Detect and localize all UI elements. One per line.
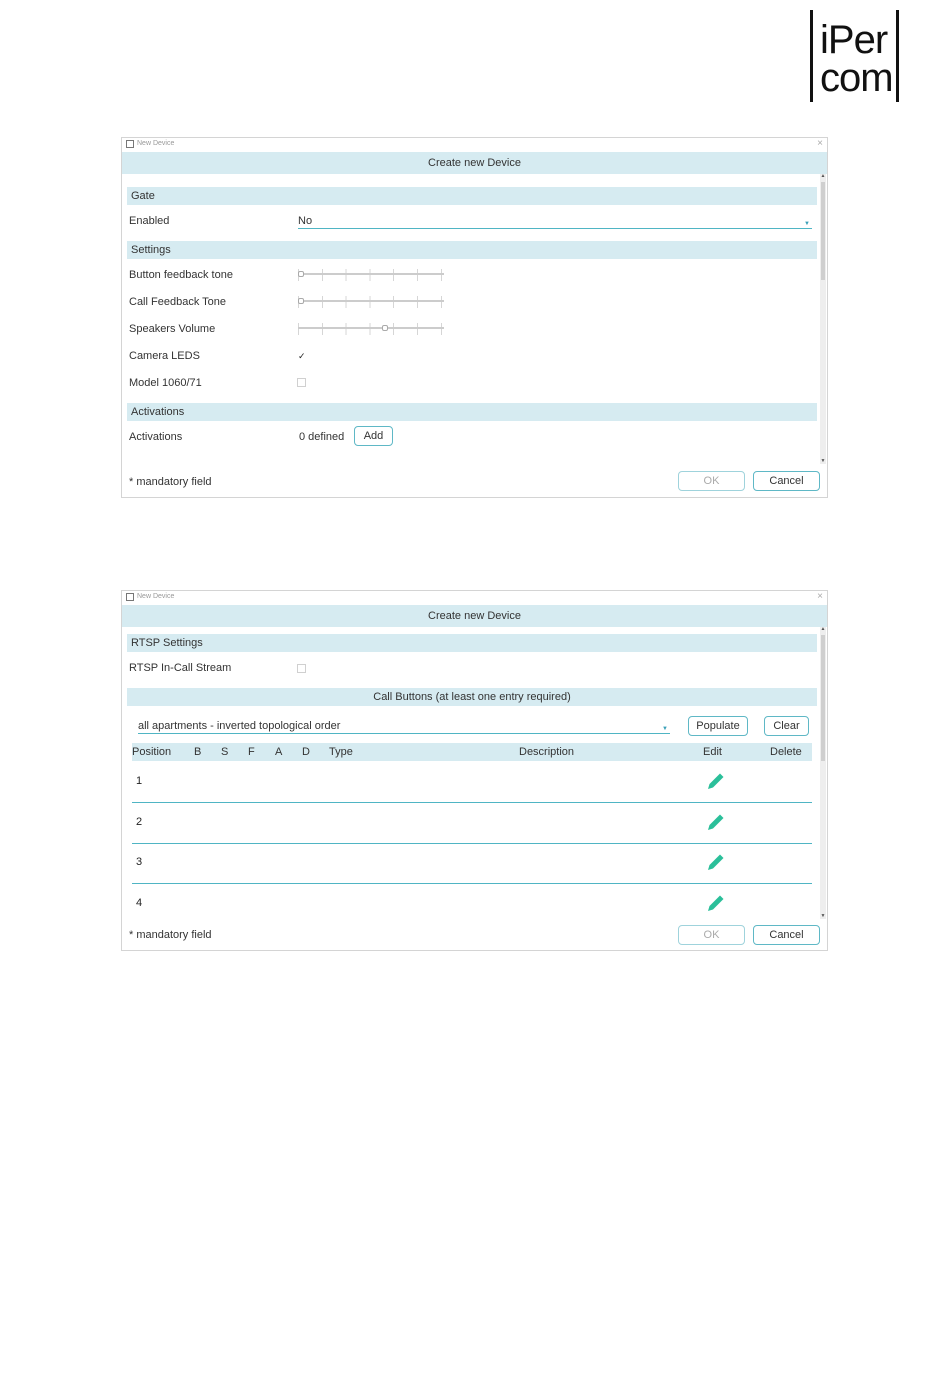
section-activations: Activations xyxy=(127,403,817,421)
row-position: 3 xyxy=(136,856,143,868)
chevron-down-icon: ▼ xyxy=(662,726,668,732)
row-position: 2 xyxy=(136,816,143,828)
enabled-label: Enabled xyxy=(129,215,170,227)
row-position: 4 xyxy=(136,897,143,909)
window-titlebar xyxy=(122,138,827,152)
section-call-buttons: Call Buttons (at least one entry required) xyxy=(127,688,817,706)
window-title: New Device xyxy=(137,593,175,600)
rtsp-stream-label: RTSP In-Call Stream xyxy=(129,662,232,674)
chevron-down-icon: ▼ xyxy=(804,221,810,227)
pencil-icon[interactable] xyxy=(706,852,726,872)
populate-button[interactable]: Populate xyxy=(688,716,748,736)
button-feedback-tone-slider[interactable] xyxy=(298,269,444,281)
slider-ticks xyxy=(298,296,444,308)
vertical-scrollbar[interactable] xyxy=(820,174,826,464)
scroll-thumb[interactable] xyxy=(821,182,825,280)
activations-count: 0 defined xyxy=(299,431,345,443)
row-position: 1 xyxy=(136,775,143,787)
enabled-select[interactable] xyxy=(298,214,812,229)
logo-text-line1: iPer xyxy=(820,18,888,62)
model-checkbox[interactable] xyxy=(297,378,306,387)
ok-button[interactable]: OK xyxy=(678,925,745,945)
dialog-header: Create new Device xyxy=(122,605,827,627)
vertical-scrollbar[interactable] xyxy=(820,627,826,919)
clear-button[interactable]: Clear xyxy=(764,716,809,736)
logo-right-bar xyxy=(896,10,899,102)
model-label: Model 1060/71 xyxy=(129,377,202,389)
create-device-window-1 xyxy=(121,137,828,498)
logo-text-line2: com xyxy=(820,56,893,100)
app-icon xyxy=(126,140,134,148)
col-f: F xyxy=(248,746,255,758)
slider-track xyxy=(298,327,444,329)
scroll-thumb[interactable] xyxy=(821,635,825,761)
speakers-volume-label: Speakers Volume xyxy=(129,323,216,335)
create-device-window-2 xyxy=(121,590,828,951)
slider-track xyxy=(298,273,444,275)
window-title: New Device xyxy=(137,140,175,147)
col-b: B xyxy=(194,746,202,758)
scroll-up-icon[interactable]: ▲ xyxy=(820,626,826,632)
col-description: Description xyxy=(519,746,575,758)
order-select[interactable] xyxy=(138,719,670,734)
camera-leds-checkbox[interactable]: ✓ xyxy=(298,351,306,361)
rtsp-stream-checkbox[interactable] xyxy=(297,664,306,673)
dialog-header: Create new Device xyxy=(122,152,827,174)
section-rtsp-settings: RTSP Settings xyxy=(127,634,817,652)
order-select-value: all apartments - inverted topological order xyxy=(138,720,341,732)
scroll-down-icon[interactable]: ▼ xyxy=(820,913,826,919)
cancel-button[interactable]: Cancel xyxy=(753,925,820,945)
col-edit: Edit xyxy=(703,746,722,758)
cancel-button[interactable]: Cancel xyxy=(753,471,820,491)
section-gate: Gate xyxy=(127,187,817,205)
close-icon[interactable]: × xyxy=(817,138,823,149)
pencil-icon[interactable] xyxy=(706,812,726,832)
col-type: Type xyxy=(329,746,353,758)
pencil-icon[interactable] xyxy=(706,771,726,791)
ok-button[interactable]: OK xyxy=(678,471,745,491)
scroll-up-icon[interactable]: ▲ xyxy=(820,173,826,179)
slider-knob[interactable] xyxy=(382,325,388,331)
button-feedback-tone-label: Button feedback tone xyxy=(129,269,233,281)
camera-leds-label: Camera LEDS xyxy=(129,350,200,362)
col-position: Position xyxy=(132,746,172,758)
col-delete: Delete xyxy=(770,746,802,758)
close-icon[interactable]: × xyxy=(817,591,823,602)
window-titlebar xyxy=(122,591,827,605)
enabled-value: No xyxy=(298,215,313,227)
logo-left-bar xyxy=(810,10,813,102)
app-icon xyxy=(126,593,134,601)
add-activation-button[interactable]: Add xyxy=(354,426,393,446)
slider-knob[interactable] xyxy=(298,271,304,277)
table-row[interactable] xyxy=(132,843,812,884)
ipercom-logo xyxy=(810,10,900,102)
table-row[interactable] xyxy=(132,762,812,803)
call-feedback-tone-label: Call Feedback Tone xyxy=(129,296,227,308)
slider-track xyxy=(298,300,444,302)
call-buttons-table-header xyxy=(132,743,812,761)
mandatory-field-note: * mandatory field xyxy=(129,476,212,488)
activations-label: Activations xyxy=(129,431,183,443)
mandatory-field-note: * mandatory field xyxy=(129,929,212,941)
slider-knob[interactable] xyxy=(298,298,304,304)
col-a: A xyxy=(275,746,283,758)
slider-ticks xyxy=(298,323,444,335)
table-row[interactable] xyxy=(132,884,812,916)
col-d: D xyxy=(302,746,310,758)
col-s: S xyxy=(221,746,229,758)
speakers-volume-slider[interactable] xyxy=(298,323,444,335)
call-feedback-tone-slider[interactable] xyxy=(298,296,444,308)
slider-ticks xyxy=(298,269,444,281)
pencil-icon[interactable] xyxy=(706,893,726,913)
scroll-down-icon[interactable]: ▼ xyxy=(820,458,826,464)
table-row[interactable] xyxy=(132,803,812,844)
section-settings: Settings xyxy=(127,241,817,259)
